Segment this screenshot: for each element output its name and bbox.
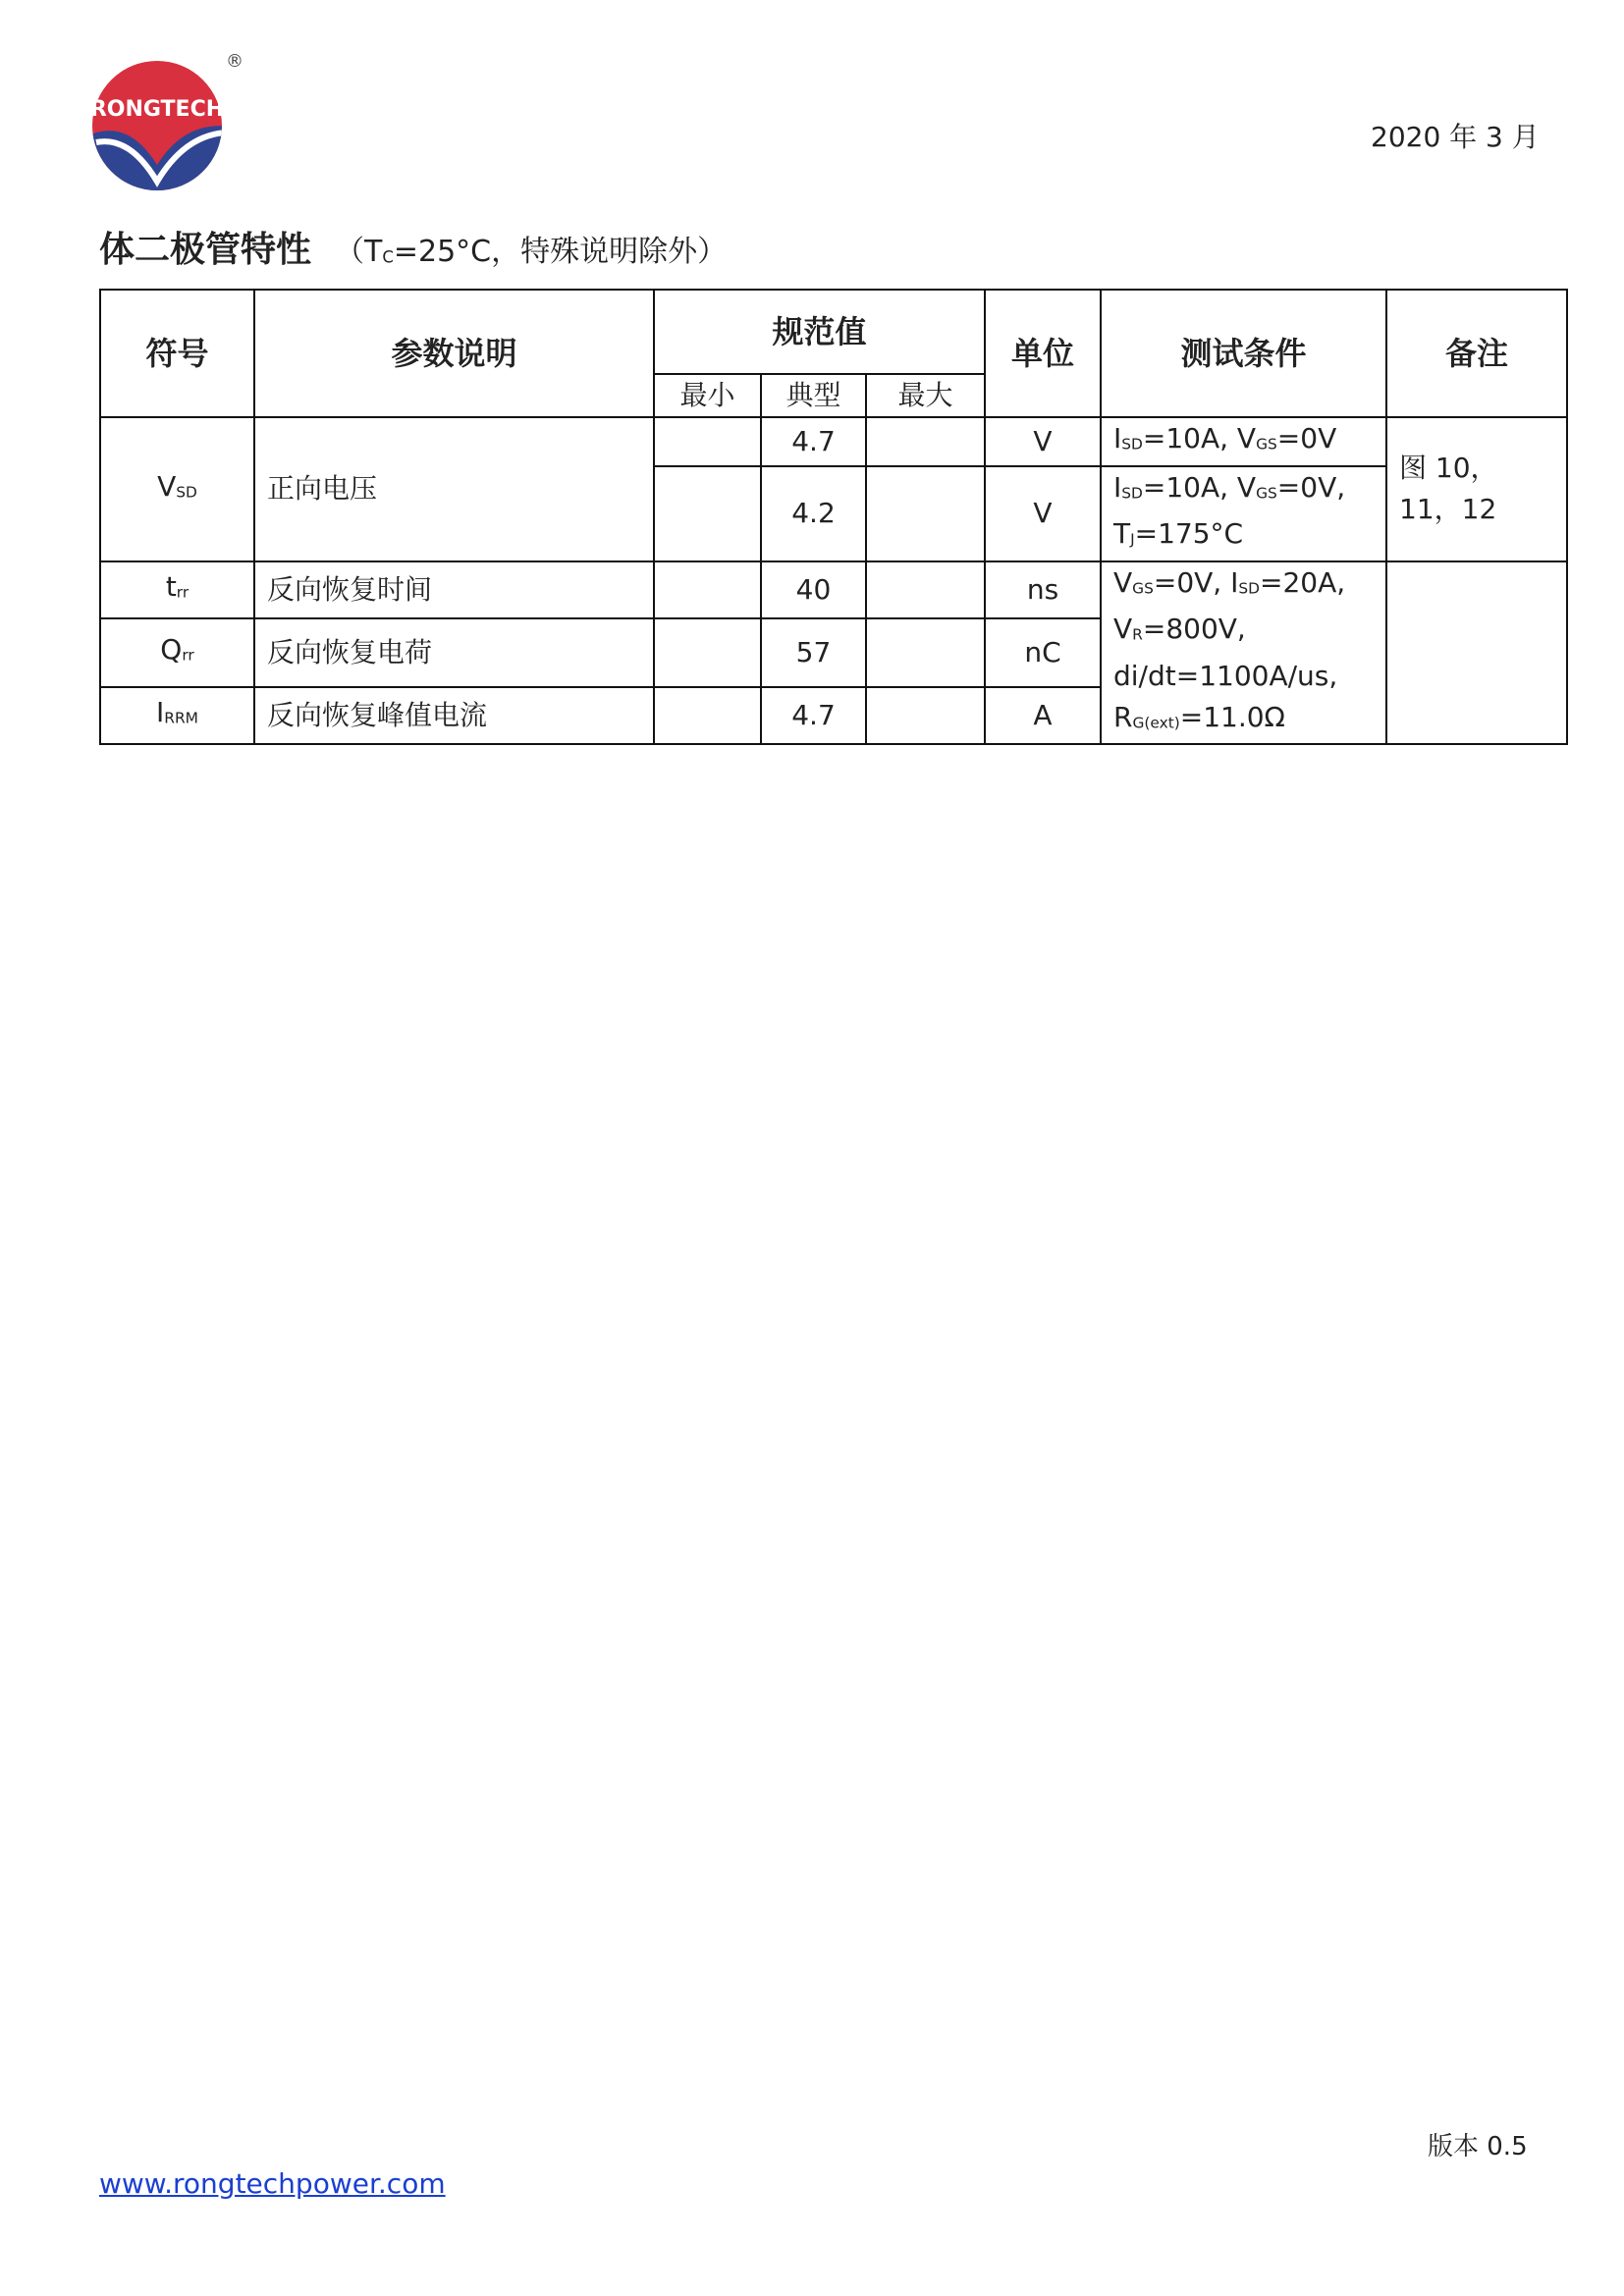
rongtech-logo — [88, 49, 244, 192]
subscript-text: SD — [1238, 579, 1260, 598]
subscript-text: rr — [182, 646, 194, 665]
param-cell: 反向恢复时间 — [254, 561, 654, 618]
header-test: 测试条件 — [1101, 290, 1386, 417]
header-spec: 规范值 — [654, 290, 985, 374]
text-segment: =0V, — [1276, 470, 1346, 504]
website-link[interactable]: www.rongtechpower.com — [99, 2167, 446, 2200]
test-cell — [1101, 561, 1386, 745]
text-segment: =0V — [1276, 422, 1337, 454]
typ-cell: 40 — [761, 561, 866, 618]
header-unit: 单位 — [985, 290, 1101, 417]
text-segment: =0V, I — [1153, 565, 1239, 599]
max-cell — [866, 618, 985, 688]
section-condition — [335, 235, 727, 269]
param-cell: 反向恢复电荷 — [254, 618, 654, 688]
subscript-text: C — [382, 247, 394, 267]
body-diode-table — [99, 289, 1568, 745]
subscript-text: GS — [1132, 579, 1154, 598]
subscript-text: GS — [1256, 484, 1277, 503]
max-cell — [866, 687, 985, 744]
subscript-text: GS — [1256, 435, 1277, 454]
text-segment: V — [157, 469, 177, 503]
text-segment: T — [1113, 517, 1131, 551]
unit-cell: A — [985, 687, 1101, 744]
typ-cell: 4.2 — [761, 466, 866, 561]
document-date: 2020 年 3 月 — [1371, 121, 1540, 153]
text-segment: =20A, — [1259, 565, 1346, 599]
param-cell: 反向恢复峰值电流 — [254, 687, 654, 744]
symbol-cell — [100, 417, 254, 561]
header-typ: 典型 — [761, 374, 866, 417]
text-segment: （T — [335, 235, 383, 269]
max-cell — [866, 561, 985, 618]
section-title-text: 体二极管特性 — [99, 230, 312, 270]
symbol-cell — [100, 618, 254, 688]
text-segment: t — [165, 569, 177, 603]
symbol-cell — [100, 687, 254, 744]
text-segment: I — [156, 696, 165, 729]
param-cell: 正向电压 — [254, 417, 654, 561]
header-remark: 备注 — [1386, 290, 1567, 417]
text-segment: R — [1113, 700, 1133, 733]
max-cell — [866, 417, 985, 466]
subscript-text: G(ext) — [1132, 714, 1180, 732]
svg-text:RONGTECH: RONGTECH — [89, 97, 225, 122]
subscript-text: RRM — [164, 709, 198, 727]
unit-cell: V — [985, 466, 1101, 561]
symbol-cell — [100, 561, 254, 618]
version-label: 版本 0.5 — [1428, 2132, 1528, 2162]
text-segment: =11.0Ω — [1179, 700, 1285, 733]
text-segment: V — [1113, 613, 1133, 646]
test-cell — [1101, 417, 1386, 466]
subscript-text: SD — [1121, 435, 1143, 454]
text-segment: I — [1113, 422, 1122, 454]
text-segment: =10A, V — [1142, 422, 1257, 454]
subscript-text: rr — [176, 583, 189, 602]
text-segment: I — [1113, 470, 1122, 504]
unit-cell: V — [985, 417, 1101, 466]
remark-cell — [1386, 561, 1567, 745]
text-segment: Q — [160, 633, 183, 667]
svg-text:®: ® — [226, 51, 244, 72]
header-min: 最小 — [654, 374, 761, 417]
subscript-text: R — [1132, 625, 1143, 644]
min-cell — [654, 687, 761, 744]
unit-cell: ns — [985, 561, 1101, 618]
text-segment: =175°C — [1134, 517, 1244, 551]
max-cell — [866, 466, 985, 561]
unit-cell: nC — [985, 618, 1101, 688]
typ-cell: 57 — [761, 618, 866, 688]
min-cell — [654, 561, 761, 618]
min-cell — [654, 466, 761, 561]
table-row — [100, 561, 1567, 618]
subscript-text: SD — [176, 483, 197, 502]
header-param: 参数说明 — [254, 290, 654, 417]
text-segment: di/dt=1100A/us, — [1113, 659, 1338, 692]
typ-cell: 4.7 — [761, 417, 866, 466]
text-segment: =25°C，特殊说明除外） — [393, 235, 728, 269]
text-segment: =800V, — [1142, 613, 1246, 646]
min-cell — [654, 417, 761, 466]
subscript-text: J — [1130, 530, 1135, 549]
remark-cell: 图 10， 11，12 — [1386, 417, 1567, 561]
text-segment: =10A, V — [1142, 470, 1257, 504]
text-segment: V — [1113, 565, 1133, 599]
header-symbol: 符号 — [100, 290, 254, 417]
subscript-text: SD — [1121, 484, 1143, 503]
table-row — [100, 417, 1567, 466]
section-title — [99, 222, 727, 272]
test-cell — [1101, 466, 1386, 561]
header-max: 最大 — [866, 374, 985, 417]
typ-cell: 4.7 — [761, 687, 866, 744]
min-cell — [654, 618, 761, 688]
